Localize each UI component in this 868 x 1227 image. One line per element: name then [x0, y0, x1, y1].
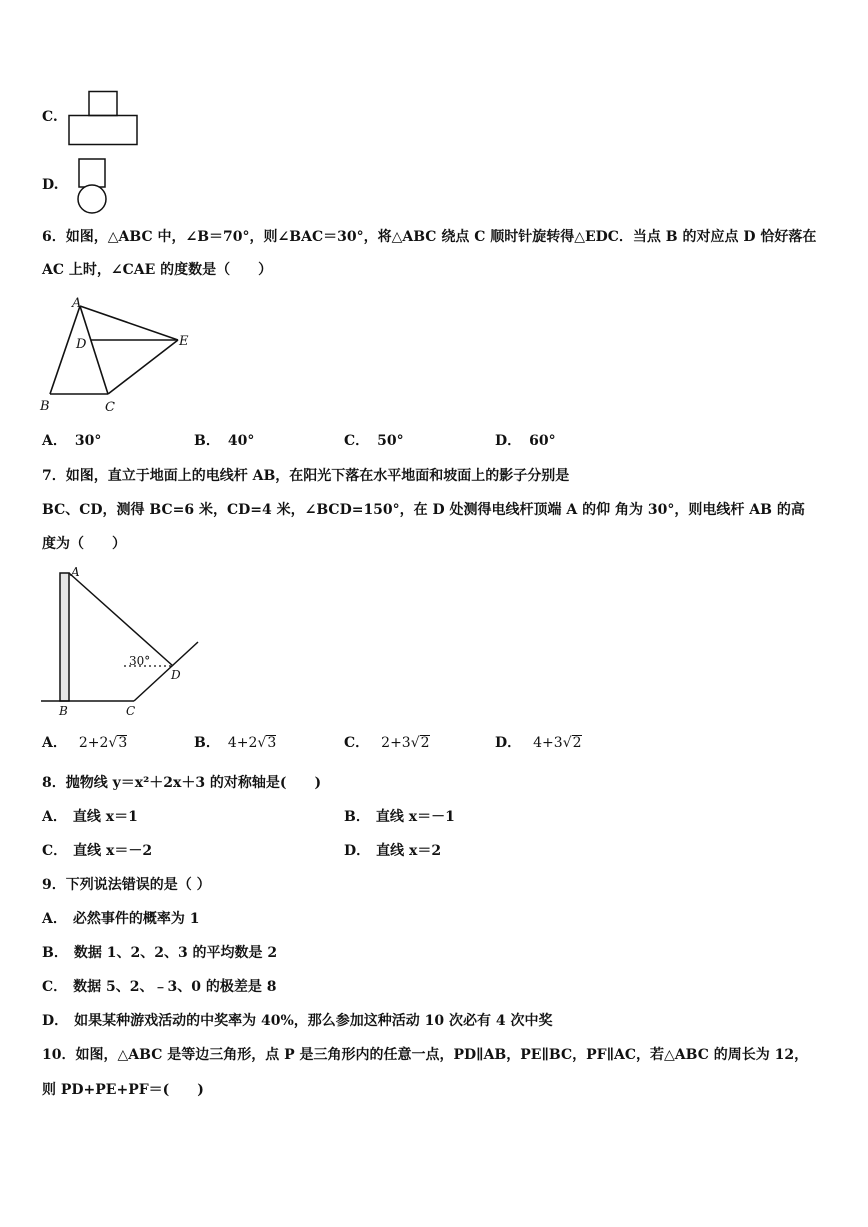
q9-option-b[interactable]: B． 数据 1、2、2、3 的平均数是 2: [42, 945, 278, 961]
q7-label-d: D: [171, 668, 181, 682]
q6-label-e: E: [179, 334, 189, 349]
q9-option-c[interactable]: C． 数据 5、2、﹣3、0 的极差是 8: [42, 979, 277, 995]
q6-option-d[interactable]: D． 60°: [495, 433, 556, 449]
q6-label-a: A: [72, 296, 82, 311]
q8-option-c[interactable]: C． 直线 x＝－2: [42, 843, 153, 859]
q8-stem: 8．抛物线 y＝x²＋2x＋3 的对称轴是( ): [42, 775, 322, 791]
q6-option-b[interactable]: B． 40°: [194, 433, 255, 449]
option-d-label: D.: [42, 177, 59, 193]
q7-figure: [38, 565, 208, 720]
q6-option-a[interactable]: A． 30°: [42, 433, 102, 449]
q9-option-d[interactable]: D． 如果某种游戏活动的中奖率为 40%，那么参加这种活动 10 次必有 4 次中奖: [42, 1013, 553, 1029]
q7-label-a: A: [71, 565, 80, 579]
q7-option-d[interactable]: D． 4+3√2: [495, 735, 582, 751]
q7-stem-line1: 7．如图，直立于地面上的电线杆 AB，在阳光下落在水平地面和坡面上的影子分别是: [42, 468, 570, 484]
q6-figure: [38, 294, 208, 418]
q6-stem-line1: 6．如图，△ABC 中，∠B＝70°，则∠BAC＝30°，将△ABC 绕点 C 顺时针旋转得△EDC．当点 B 的对应点 D 恰好落在: [42, 229, 817, 245]
option-c-label: C.: [42, 109, 58, 125]
q6-label-b: B: [40, 399, 50, 414]
q9-stem: 9．下列说法错误的是（ ）: [42, 877, 211, 893]
q7-option-a[interactable]: A． 2+2√3: [42, 735, 128, 751]
q8-option-a[interactable]: A． 直线 x＝1: [42, 809, 138, 825]
q10-stem-line1: 10．如图，△ABC 是等边三角形，点 P 是三角形内的任意一点，PD∥AB，PE∥BC，PF∥AC，若△ABC 的周长为 12，: [42, 1047, 809, 1063]
q6-label-c: C: [105, 400, 115, 415]
option-d-figure: [76, 158, 110, 216]
q7-label-b: B: [59, 704, 68, 718]
q7-stem-line2: BC、CD，测得 BC=6 米，CD=4 米，∠BCD=150°，在 D 处测得电线杆顶端 A 的仰 角为 30°，则电线杆 AB 的高: [42, 502, 805, 518]
q7-stem-line3: 度为（ ）: [42, 536, 126, 552]
q6-option-c[interactable]: C． 50°: [344, 433, 404, 449]
q7-label-angle: 30°: [129, 654, 151, 668]
option-c-figure: [68, 91, 140, 146]
q6-stem-line2: AC 上时，∠CAE 的度数是（ ）: [42, 262, 273, 278]
q7-option-c[interactable]: C． 2+3√2: [344, 735, 430, 751]
q9-option-a[interactable]: A． 必然事件的概率为 1: [42, 911, 200, 927]
q7-label-c: C: [126, 704, 136, 718]
q7-option-b[interactable]: B． 4+2√3: [194, 735, 277, 751]
q8-option-b[interactable]: B． 直线 x＝－1: [344, 809, 455, 825]
q6-label-d: D: [76, 337, 87, 352]
q10-stem-line2: 则 PD+PE+PF＝( ): [42, 1082, 204, 1098]
q8-option-d[interactable]: D． 直线 x＝2: [344, 843, 442, 859]
